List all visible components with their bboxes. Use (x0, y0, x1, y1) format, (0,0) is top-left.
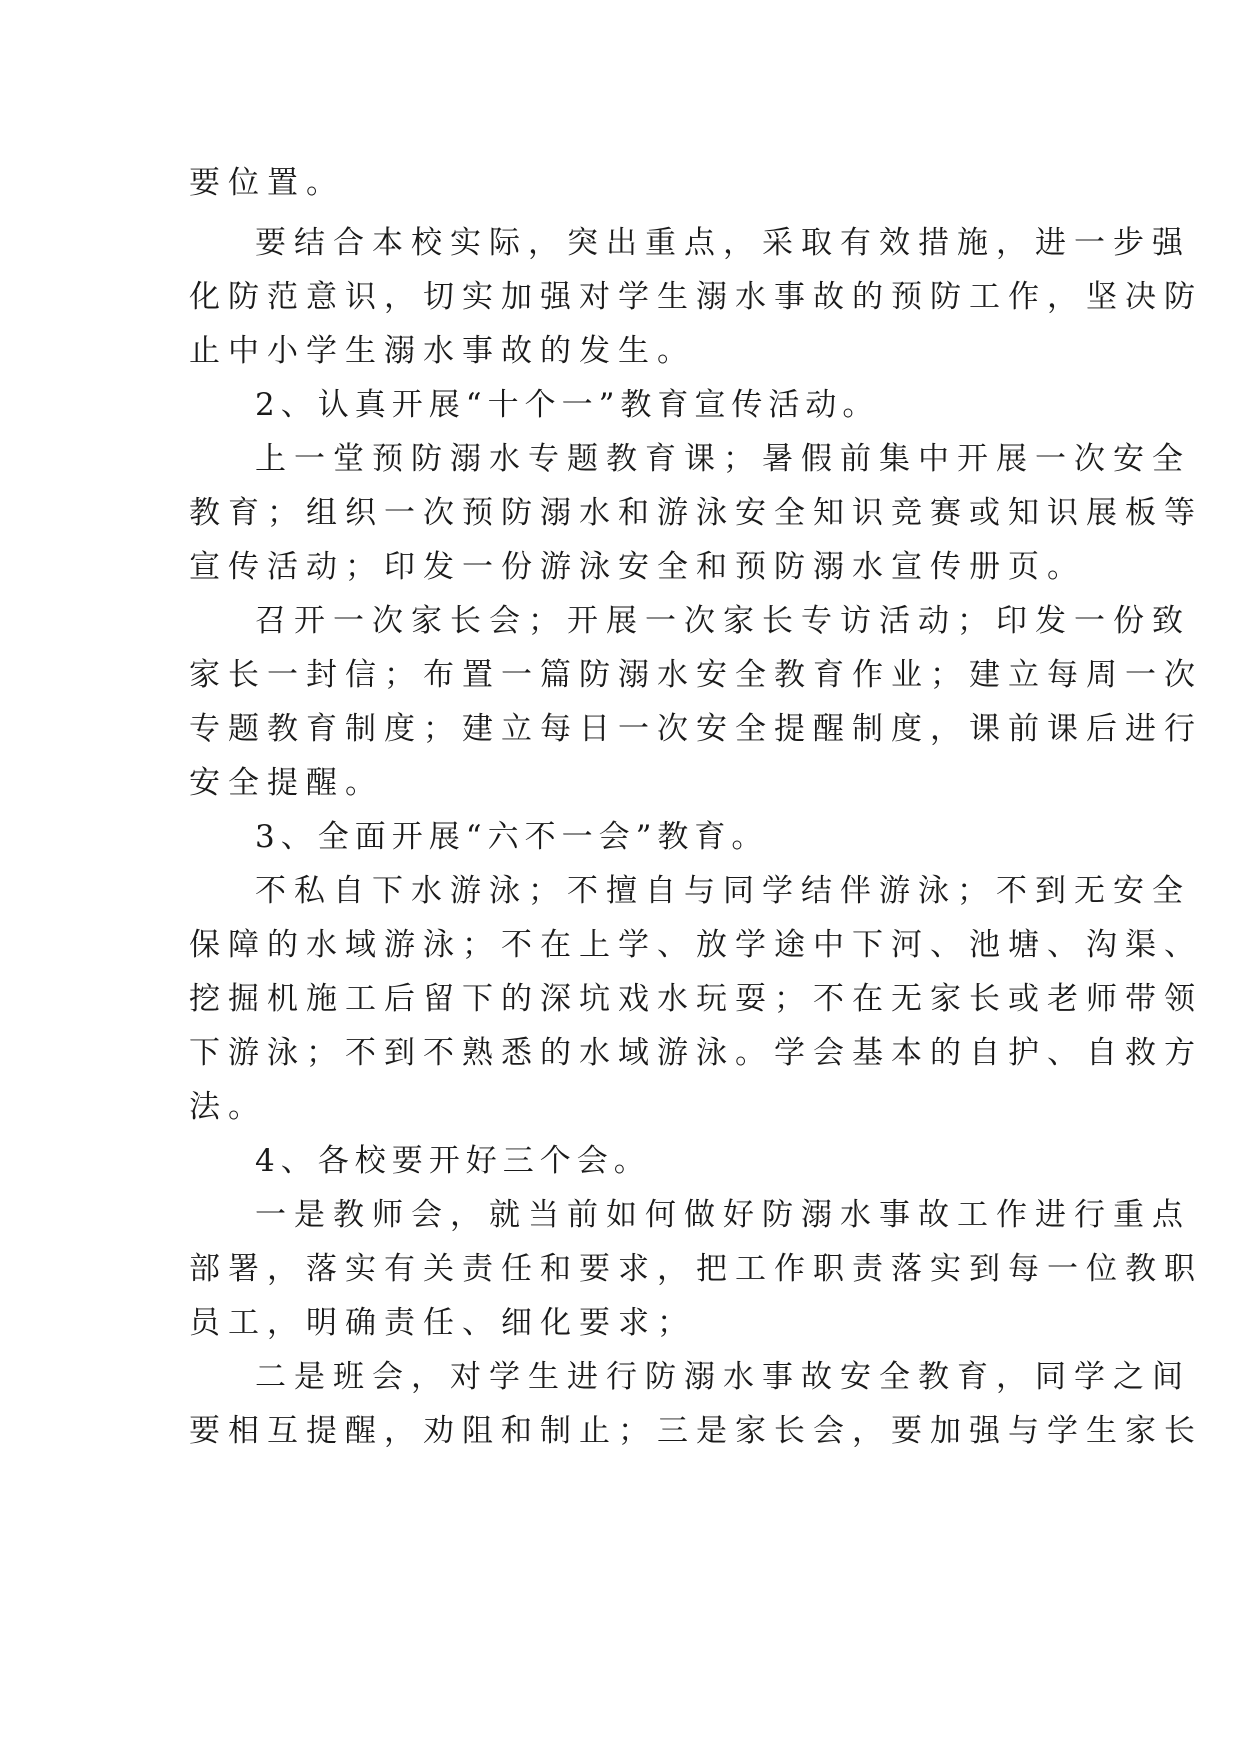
text-line: 法。 (189, 1089, 267, 1125)
paragraph-first-line: 一是教师会，就当前如何做好防溺水事故工作进行重点 (255, 1197, 1191, 1233)
text-line: 宣传活动；印发一份游泳安全和预防溺水宣传册页。 (189, 549, 1086, 585)
text-line: 保障的水域游泳；不在上学、放学途中下河、池塘、沟渠、 (189, 927, 1203, 963)
text-line: 教育；组织一次预防溺水和游泳安全知识竞赛或知识展板等 (189, 495, 1203, 531)
text-line: 家长一封信；布置一篇防溺水安全教育作业；建立每周一次 (189, 657, 1203, 693)
text-line: 下游泳；不到不熟悉的水域游泳。学会基本的自护、自救方 (189, 1035, 1203, 1071)
paragraph-first-line: 上一堂预防溺水专题教育课；暑假前集中开展一次安全 (255, 441, 1191, 477)
text-line: 安全提醒。 (189, 765, 384, 801)
text-line: 专题教育制度；建立每日一次安全提醒制度，课前课后进行 (189, 711, 1203, 747)
paragraph-first-line: 二是班会，对学生进行防溺水事故安全教育，同学之间 (255, 1359, 1191, 1395)
section-heading-3: 3、全面开展“六不一会”教育。 (255, 819, 769, 855)
text-line: 部署，落实有关责任和要求，把工作职责落实到每一位教职 (189, 1251, 1203, 1287)
paragraph-first-line: 召开一次家长会；开展一次家长专访活动；印发一份致 (255, 603, 1191, 639)
text-line: 要相互提醒，劝阻和制止；三是家长会，要加强与学生家长 (189, 1413, 1203, 1449)
paragraph-first-line: 不私自下水游泳；不擅自与同学结伴游泳；不到无安全 (255, 873, 1191, 909)
text-line: 挖掘机施工后留下的深坑戏水玩耍；不在无家长或老师带领 (189, 981, 1203, 1017)
text-line: 止中小学生溺水事故的发生。 (189, 333, 696, 369)
text-line: 化防范意识，切实加强对学生溺水事故的预防工作，坚决防 (189, 279, 1203, 315)
section-heading-2: 2、认真开展“十个一”教育宣传活动。 (255, 387, 880, 423)
paragraph-first-line: 要结合本校实际，突出重点，采取有效措施，进一步强 (255, 225, 1191, 261)
text-line: 要位置。 (189, 165, 345, 201)
section-heading-4: 4、各校要开好三个会。 (255, 1143, 651, 1179)
text-line: 员工，明确责任、细化要求； (189, 1305, 696, 1341)
